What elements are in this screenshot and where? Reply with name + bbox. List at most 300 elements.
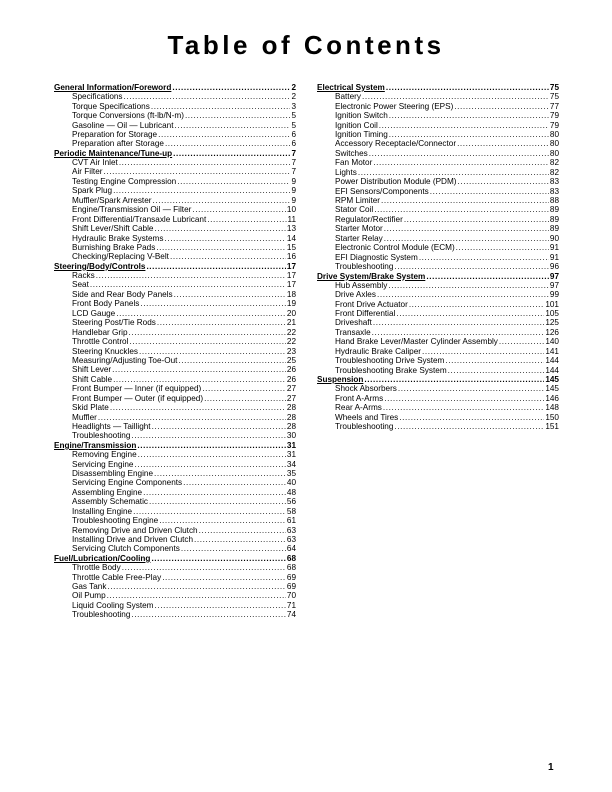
toc-entry[interactable] — [317, 224, 559, 233]
dot-leader — [113, 186, 290, 195]
entry-title: Installing Drive and Driven Clutch — [72, 535, 194, 544]
entry-title: EFI Sensors/Components — [335, 186, 429, 196]
entry-page-number: 2 — [291, 92, 296, 102]
toc-entry[interactable] — [54, 328, 296, 337]
toc-entry[interactable] — [54, 234, 296, 243]
entry-page-number: 91 — [549, 243, 559, 253]
toc-entry[interactable] — [54, 591, 296, 600]
entry-page-number: 23 — [286, 346, 296, 356]
dot-leader — [430, 187, 549, 196]
entry-page-number: 140 — [545, 337, 559, 347]
entry-page-number: 90 — [549, 233, 559, 243]
toc-entry[interactable] — [317, 139, 559, 148]
entry-title: Troubleshooting — [72, 610, 131, 620]
toc-entry[interactable] — [317, 205, 559, 214]
entry-page-number: 7 — [291, 167, 296, 177]
toc-entry[interactable] — [54, 111, 296, 120]
toc-entry[interactable] — [317, 384, 559, 393]
toc-entry[interactable] — [317, 328, 559, 337]
toc-entry[interactable] — [54, 196, 296, 205]
entry-title: Front Differential — [335, 309, 396, 318]
toc-entry[interactable] — [54, 365, 296, 374]
entry-page-number: 88 — [549, 196, 559, 205]
toc-entry[interactable] — [54, 121, 296, 130]
entry-page-number: 22 — [286, 327, 296, 337]
entry-title: Troubleshooting — [335, 262, 394, 272]
toc-entry[interactable] — [54, 356, 296, 365]
entry-title: Wheels and Tires — [335, 412, 399, 422]
toc-column-left — [54, 83, 296, 620]
dot-leader — [146, 262, 285, 271]
entry-page-number: 17 — [286, 271, 296, 280]
entry-page-number: 16 — [286, 252, 296, 262]
toc-entry[interactable] — [54, 403, 296, 412]
toc-entry[interactable] — [317, 309, 559, 318]
entry-title: Steering Knuckles — [72, 346, 138, 356]
section-page-number: 7 — [291, 148, 296, 158]
entry-page-number: 58 — [286, 506, 296, 516]
entry-page-number: 30 — [286, 431, 296, 441]
dot-leader — [384, 394, 544, 403]
dot-leader — [154, 469, 286, 478]
toc-entry[interactable] — [317, 403, 559, 412]
dot-leader — [178, 356, 285, 365]
dot-leader — [389, 130, 549, 139]
entry-page-number: 105 — [545, 309, 559, 318]
dot-leader — [377, 290, 549, 299]
dot-leader — [394, 422, 544, 431]
toc-column-right — [317, 83, 559, 431]
dot-leader — [185, 111, 291, 120]
entry-page-number: 34 — [286, 459, 296, 469]
entry-title: Skid Plate — [72, 403, 109, 413]
entry-page-number: 22 — [286, 337, 296, 347]
section-title: Periodic Maintenance/Tune-up — [54, 148, 173, 158]
entry-title: Checking/Replacing V-Belt — [72, 252, 169, 262]
entry-page-number: 18 — [286, 289, 296, 299]
entry-title: Accessory Receptacle/Connector — [335, 139, 457, 149]
toc-entry[interactable] — [54, 337, 296, 346]
entry-title: Front Bumper — Outer (if equipped) — [72, 393, 204, 403]
entry-title: Stator Coil — [335, 205, 374, 215]
entry-title: Regulator/Rectifier — [335, 214, 403, 224]
entry-title: Driveshaft — [335, 318, 372, 328]
dot-leader — [158, 130, 290, 139]
toc-entry[interactable] — [317, 149, 559, 158]
section-title: Electrical System — [317, 83, 385, 92]
entry-page-number: 148 — [545, 403, 559, 413]
toc-entry[interactable] — [54, 299, 296, 308]
toc-entry[interactable] — [54, 243, 296, 252]
entry-title: Transaxle — [335, 327, 371, 337]
dot-leader — [90, 280, 286, 289]
toc-entry[interactable] — [54, 252, 296, 261]
toc-entry[interactable] — [54, 177, 296, 186]
entry-page-number: 126 — [545, 327, 559, 337]
toc-section-heading[interactable] — [54, 554, 296, 563]
dot-leader — [134, 460, 285, 469]
entry-title: Removing Engine — [72, 450, 137, 460]
entry-title: Ignition Timing — [335, 129, 388, 139]
entry-title: Front Differential/Transaxle Lubricant — [72, 214, 207, 224]
entry-page-number: 40 — [286, 478, 296, 488]
dot-leader — [192, 205, 286, 214]
toc-entry[interactable] — [54, 167, 296, 176]
entry-page-number: 5 — [291, 111, 296, 121]
toc-entry[interactable] — [54, 563, 296, 572]
toc-section-heading[interactable] — [317, 375, 559, 384]
entry-page-number: 10 — [286, 205, 296, 215]
entry-title: Hand Brake Lever/Master Cylinder Assembly — [335, 337, 498, 347]
entry-title: Throttle Cable Free-Play — [72, 572, 162, 582]
entry-title: Power Distribution Module (PDM) — [335, 177, 457, 187]
toc-entry[interactable] — [54, 318, 296, 327]
dot-leader — [149, 497, 286, 506]
entry-page-number: 144 — [545, 356, 559, 366]
toc-entry[interactable] — [54, 450, 296, 459]
entry-title: Front Body Panels — [72, 299, 140, 309]
dot-leader — [207, 215, 286, 224]
toc-entry[interactable] — [317, 300, 559, 309]
dot-leader — [454, 102, 549, 111]
toc-entry[interactable] — [54, 573, 296, 582]
entry-title: Removing Drive and Driven Clutch — [72, 525, 198, 535]
dot-leader — [124, 92, 291, 101]
dot-leader — [139, 347, 286, 356]
dot-leader — [174, 121, 290, 130]
dot-leader — [172, 83, 290, 92]
entry-title: Racks — [72, 271, 95, 280]
toc-entry[interactable] — [317, 394, 559, 403]
entry-page-number: 20 — [286, 308, 296, 318]
entry-title: Ignition Switch — [335, 111, 388, 121]
entry-title: Specifications — [72, 92, 123, 102]
entry-title: Side and Rear Body Panels — [72, 289, 173, 299]
toc-entry[interactable] — [54, 139, 296, 148]
toc-entry[interactable] — [54, 224, 296, 233]
toc-entry[interactable] — [317, 243, 559, 252]
toc-entry[interactable] — [317, 262, 559, 271]
entry-page-number: 14 — [286, 233, 296, 243]
toc-entry[interactable] — [54, 413, 296, 422]
dot-leader — [129, 328, 286, 337]
entry-title: Drive Axles — [335, 290, 376, 300]
toc-entry[interactable] — [54, 497, 296, 506]
section-page-number: 2 — [291, 83, 296, 92]
dot-leader — [107, 591, 286, 600]
dot-leader — [110, 403, 286, 412]
dot-leader — [116, 309, 286, 318]
section-page-number: 97 — [549, 271, 559, 281]
entry-title: Starter Relay — [335, 233, 383, 243]
dot-leader — [96, 271, 286, 280]
toc-entry[interactable] — [317, 177, 559, 186]
toc-entry[interactable] — [54, 347, 296, 356]
dot-leader — [119, 158, 291, 167]
dot-leader — [173, 149, 290, 158]
entry-title: Ignition Coil — [335, 120, 378, 130]
toc-entry[interactable] — [54, 215, 296, 224]
toc-entry[interactable] — [317, 413, 559, 422]
entry-page-number: 31 — [286, 450, 296, 460]
entry-title: Troubleshooting — [72, 431, 131, 441]
toc-entry[interactable] — [54, 186, 296, 195]
dot-leader — [358, 168, 549, 177]
entry-page-number: 21 — [286, 318, 296, 328]
entry-title: Torque Specifications — [72, 101, 150, 111]
toc-entry[interactable] — [317, 290, 559, 299]
entry-title: Hub Assembly — [335, 280, 388, 290]
entry-page-number: 13 — [286, 224, 296, 234]
entry-title: Shift Lever — [72, 365, 112, 375]
entry-title: Assembly Schematic — [72, 497, 148, 507]
entry-title: Rear A-Arms — [335, 403, 382, 413]
toc-entry[interactable] — [54, 290, 296, 299]
entry-page-number: 70 — [286, 591, 296, 601]
entry-title: Electronic Power Steering (EPS) — [335, 101, 454, 111]
entry-page-number: 82 — [549, 158, 559, 168]
entry-page-number: 25 — [286, 355, 296, 365]
toc-entry[interactable] — [317, 196, 559, 205]
dot-leader — [152, 196, 290, 205]
toc-entry[interactable] — [317, 253, 559, 262]
entry-page-number: 61 — [286, 516, 296, 526]
entry-title: RPM Limiter — [335, 196, 381, 205]
entry-page-number: 146 — [545, 393, 559, 403]
entry-page-number: 150 — [545, 412, 559, 422]
toc-entry[interactable] — [54, 507, 296, 516]
toc-section-heading[interactable] — [54, 149, 296, 158]
entry-page-number: 89 — [549, 214, 559, 224]
toc-entry[interactable] — [317, 234, 559, 243]
entry-title: Hydraulic Brake Caliper — [335, 346, 422, 356]
entry-page-number: 96 — [549, 262, 559, 272]
toc-entry[interactable] — [54, 582, 296, 591]
entry-page-number: 15 — [286, 242, 296, 252]
toc-entry[interactable] — [54, 205, 296, 214]
toc-section-heading[interactable] — [54, 83, 296, 92]
entry-page-number: 35 — [286, 468, 296, 478]
toc-entry[interactable] — [54, 544, 296, 553]
dot-leader — [103, 167, 290, 176]
entry-page-number: 141 — [545, 346, 559, 356]
entry-page-number: 83 — [549, 177, 559, 187]
dot-leader — [151, 554, 285, 563]
entry-title: Lights — [335, 167, 357, 177]
toc-section-heading[interactable] — [54, 262, 296, 271]
toc-entry[interactable] — [317, 130, 559, 139]
entry-title: Electronic Control Module (ECM) — [335, 243, 455, 253]
section-title: General Information/Foreword — [54, 83, 172, 92]
toc-entry[interactable] — [54, 309, 296, 318]
toc-entry[interactable] — [317, 92, 559, 101]
dot-leader — [404, 215, 549, 224]
section-title: Suspension — [317, 375, 364, 385]
entry-page-number: 80 — [549, 129, 559, 139]
dot-leader — [379, 121, 549, 130]
dot-leader — [165, 139, 291, 148]
toc-entry[interactable] — [317, 337, 559, 346]
dot-leader — [138, 450, 286, 459]
toc-entry[interactable] — [54, 102, 296, 111]
entry-page-number: 6 — [291, 129, 296, 139]
entry-title: Switches — [335, 148, 368, 158]
toc-entry[interactable] — [54, 469, 296, 478]
dot-leader — [202, 384, 286, 393]
dot-leader — [131, 610, 285, 619]
toc-entry[interactable] — [54, 394, 296, 403]
toc-entry[interactable] — [54, 478, 296, 487]
entry-title: Assembling Engine — [72, 487, 143, 497]
dot-leader — [396, 309, 544, 318]
entry-page-number: 26 — [286, 374, 296, 384]
entry-page-number: 144 — [545, 365, 559, 375]
toc-entry[interactable] — [317, 168, 559, 177]
dot-leader — [373, 318, 544, 327]
toc-entry[interactable] — [317, 158, 559, 167]
toc-entry[interactable] — [54, 526, 296, 535]
entry-title: Gasoline — Oil — Lubricant — [72, 120, 174, 130]
toc-entry[interactable] — [317, 111, 559, 120]
dot-leader — [456, 243, 549, 252]
entry-page-number: 89 — [549, 224, 559, 234]
entry-page-number: 17 — [286, 280, 296, 290]
toc-entry[interactable] — [54, 601, 296, 610]
entry-page-number: 26 — [286, 365, 296, 375]
toc-entry[interactable] — [317, 318, 559, 327]
entry-title: Troubleshooting Drive System — [335, 356, 445, 366]
toc-entry[interactable] — [54, 535, 296, 544]
entry-title: Starter Motor — [335, 224, 383, 234]
entry-title: Troubleshooting — [335, 422, 394, 431]
dot-leader — [422, 347, 544, 356]
dot-leader — [177, 177, 290, 186]
toc-entry[interactable] — [54, 431, 296, 440]
entry-page-number: 63 — [286, 525, 296, 535]
dot-leader — [162, 573, 286, 582]
entry-title: Testing Engine Compression — [72, 176, 177, 186]
dot-leader — [157, 318, 286, 327]
entry-page-number: 9 — [291, 186, 296, 196]
toc-entry[interactable] — [54, 516, 296, 525]
dot-leader — [386, 83, 549, 92]
section-page-number: 68 — [286, 553, 296, 563]
toc-entry[interactable] — [54, 158, 296, 167]
dot-leader — [398, 384, 544, 393]
toc-entry[interactable] — [317, 215, 559, 224]
entry-title: Throttle Body — [72, 563, 121, 573]
toc-entry[interactable] — [54, 488, 296, 497]
entry-title: Fan Motor — [335, 158, 373, 168]
dot-leader — [152, 422, 286, 431]
section-title: Steering/Body/Controls — [54, 261, 146, 271]
entry-title: Headlights — Taillight — [72, 422, 151, 431]
dot-leader — [383, 403, 544, 412]
dot-leader — [445, 356, 544, 365]
entry-page-number: 99 — [549, 290, 559, 300]
toc-entry[interactable] — [317, 347, 559, 356]
entry-page-number: 151 — [545, 422, 559, 431]
entry-title: Front Bumper — Inner (if equipped) — [72, 384, 202, 394]
entry-title: Servicing Engine — [72, 459, 134, 469]
section-page-number: 31 — [286, 440, 296, 450]
page-number: 1 — [548, 762, 554, 773]
entry-page-number: 145 — [545, 384, 559, 394]
dot-leader — [164, 234, 285, 243]
entry-title: Disassembling Engine — [72, 468, 154, 478]
dot-leader — [426, 272, 549, 281]
entry-page-number: 101 — [545, 299, 559, 309]
toc-entry[interactable] — [54, 280, 296, 289]
dot-leader — [499, 337, 544, 346]
entry-page-number: 9 — [291, 195, 296, 205]
toc-entry[interactable] — [317, 366, 559, 375]
entry-title: Engine/Transmission Oil — Filter — [72, 205, 192, 215]
dot-leader — [458, 177, 549, 186]
entry-title: Muffler — [72, 412, 97, 422]
entry-page-number: 80 — [549, 148, 559, 158]
toc-entry[interactable] — [317, 187, 559, 196]
dot-leader — [364, 375, 544, 384]
dot-leader — [183, 478, 286, 487]
dot-leader — [122, 563, 286, 572]
toc-entry[interactable] — [54, 422, 296, 431]
section-page-number: 17 — [286, 261, 296, 271]
section-title: Drive System/Brake System — [317, 271, 426, 281]
entry-title: Torque Conversions (ft-lb/N-m) — [72, 111, 184, 121]
toc-entry[interactable] — [54, 375, 296, 384]
entry-page-number: 19 — [286, 299, 296, 309]
entry-title: Servicing Engine Components — [72, 478, 183, 488]
dot-leader — [389, 111, 549, 120]
entry-page-number: 82 — [549, 167, 559, 177]
toc-entry[interactable] — [54, 610, 296, 619]
entry-title: EFI Diagnostic System — [335, 252, 418, 262]
toc-entry[interactable] — [317, 102, 559, 111]
entry-page-number: 69 — [286, 572, 296, 582]
dot-leader — [154, 601, 285, 610]
toc-section-heading[interactable] — [317, 272, 559, 281]
toc-entry[interactable] — [317, 422, 559, 431]
toc-entry[interactable] — [317, 121, 559, 130]
entry-title: Spark Plug — [72, 186, 113, 196]
entry-title: Handlebar Grip — [72, 327, 128, 337]
toc-entry[interactable] — [54, 271, 296, 280]
toc-entry[interactable] — [317, 281, 559, 290]
entry-page-number: 63 — [286, 535, 296, 544]
section-page-number: 145 — [545, 375, 559, 385]
dot-leader — [384, 224, 549, 233]
entry-title: CVT Air Inlet — [72, 158, 118, 167]
entry-page-number: 79 — [549, 111, 559, 121]
toc-entry[interactable] — [54, 384, 296, 393]
toc-section-heading[interactable] — [54, 441, 296, 450]
entry-page-number: 56 — [286, 497, 296, 507]
dot-leader — [129, 337, 285, 346]
toc-entry[interactable] — [54, 130, 296, 139]
entry-title: Shock Absorbers — [335, 384, 397, 394]
toc-entry[interactable] — [317, 356, 559, 365]
toc-section-heading[interactable] — [317, 83, 559, 92]
entry-title: Muffler/Spark Arrester — [72, 195, 152, 205]
toc-entry[interactable] — [54, 460, 296, 469]
entry-title: Battery — [335, 92, 361, 102]
dot-leader — [159, 516, 286, 525]
entry-page-number: 6 — [291, 139, 296, 149]
entry-title: Measuring/Adjusting Toe-Out — [72, 355, 178, 365]
entry-title: Burnishing Brake Pads — [72, 242, 156, 252]
toc-entry[interactable] — [54, 92, 296, 101]
